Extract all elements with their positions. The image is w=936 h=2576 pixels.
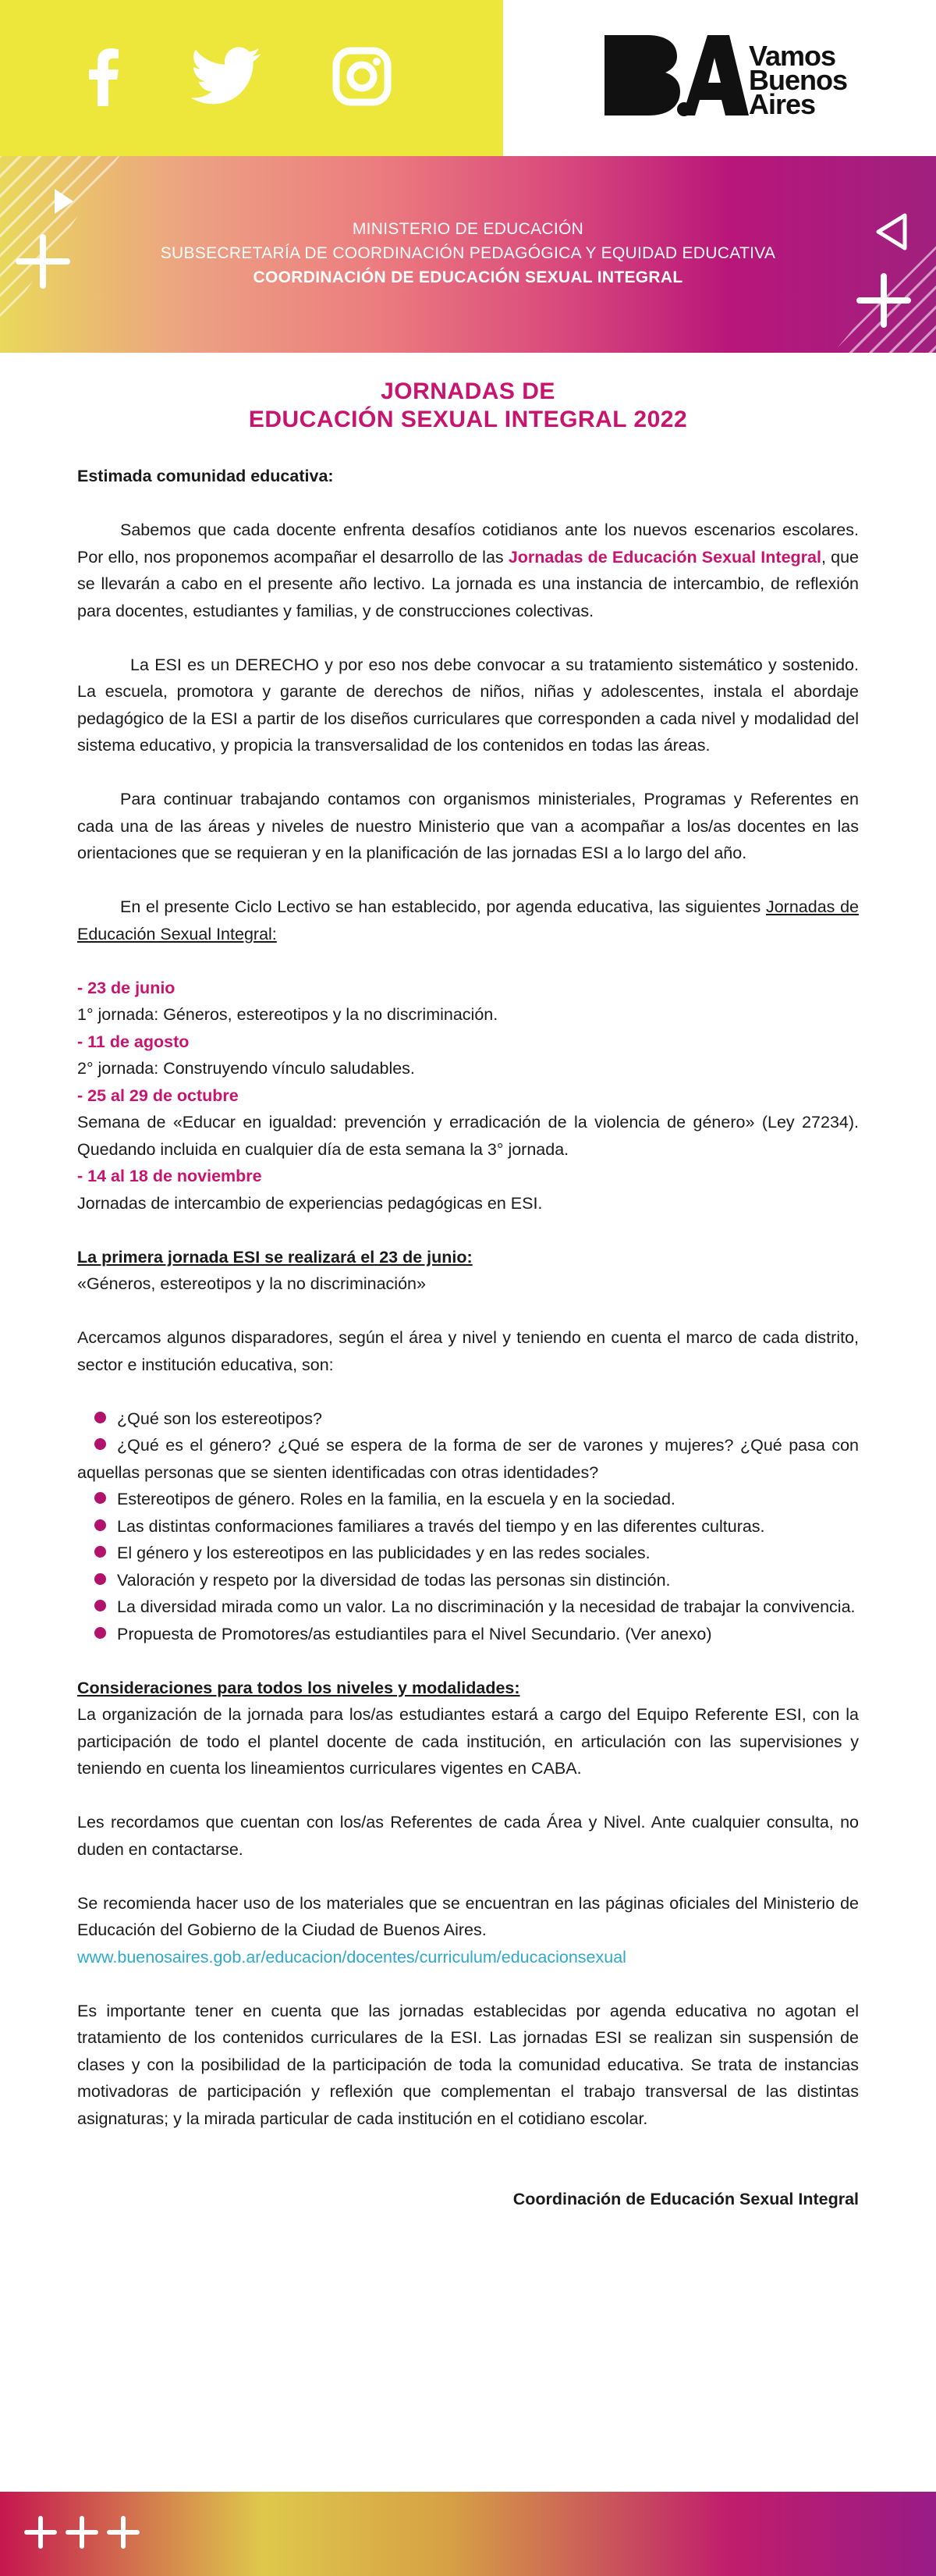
- list-item-text: La diversidad mirada como un valor. La no discriminación y la necesidad de trabajar la convivencia.: [117, 1597, 856, 1616]
- social-bar: [0, 0, 503, 156]
- considerations-text: La organización de la jornada para los/as estudiantes estará a cargo del Equipo Referente ESI, con la participación de todo el plantel docente de cada institución, en articulación con las supervisiones y teniendo en cuenta los lineamientos curriculares vigentes en CABA.: [77, 1705, 859, 1778]
- top-bar: [0, 0, 936, 156]
- title-line: EDUCACIÓN SEXUAL INTEGRAL 2022: [248, 407, 688, 432]
- paragraph-intro: [77, 517, 859, 624]
- schedule-date: - 11 de agosto: [77, 1032, 190, 1051]
- triggers-list: [77, 1405, 859, 1648]
- list-item: [77, 1432, 859, 1486]
- bullet-dot: [94, 1546, 106, 1558]
- materials-link[interactable]: www.buenosaires.gob.ar/educacion/docentes/curriculum/educacionsexual: [77, 1947, 626, 1967]
- underlined-text: Jornadas de Educación Sexual Integral:: [77, 897, 859, 943]
- list-item-text: El género y los estereotipos en las publicidades y en las redes sociales.: [117, 1544, 651, 1562]
- schedule-text: Jornadas de intercambio de experiencias pedagógicas en ESI.: [77, 1193, 543, 1213]
- first-day-subtitle: «Géneros, estereotipos y la no discriminación»: [77, 1274, 426, 1293]
- list-item-text: ¿Qué es el género? ¿Qué se espera de la forma de ser de varones y mujeres? ¿Qué pasa con aquellas personas que se sienten identificadas con otras identidades?: [77, 1436, 859, 1482]
- list-item-text: Estereotipos de género. Roles en la familia, en la escuela y en la sociedad.: [117, 1490, 675, 1508]
- text-run: , que se llevarán a cabo en el presente año lectivo. La jornada es una instancia de intercambio, de reflexión para docentes, estudiantes y familias, y de construcciones colectivas.: [77, 547, 859, 620]
- highlighted-text: Jornadas de Educación Sexual Integral: [508, 547, 821, 567]
- list-item: [77, 1621, 859, 1648]
- brand-line: Vamos: [749, 40, 836, 72]
- brand-wordmark: [749, 40, 848, 120]
- coordination-name: COORDINACIÓN DE EDUCACIÓN SEXUAL INTEGRAL: [253, 268, 683, 286]
- list-item: [77, 1486, 859, 1513]
- schedule-text: 2° jornada: Construyendo vínculo saludables.: [77, 1059, 415, 1078]
- list-item: [77, 1594, 859, 1621]
- list-item: [77, 1513, 859, 1540]
- brand-logo: [503, 0, 936, 156]
- bullet-dot: [94, 1573, 106, 1585]
- facebook-icon[interactable]: [86, 47, 120, 110]
- greeting: Estimada comunidad educativa:: [77, 467, 334, 485]
- ministry-banner: [0, 156, 936, 353]
- paragraph-materials: Se recomienda hacer uso de los materiales que se encuentran en las páginas oficiales del Ministerio de Educación del Gobierno de la Ciudad de Buenos Aires.: [77, 1893, 859, 1939]
- ministry-name: MINISTERIO DE EDUCACIÓN: [352, 220, 584, 238]
- document-title: [77, 378, 859, 434]
- text-run: En el presente Ciclo Lectivo se han establecido, por agenda educativa, las siguientes: [120, 897, 766, 916]
- list-item-text: Propuesta de Promotores/as estudiantiles para el Nivel Secundario. (Ver anexo): [117, 1624, 712, 1643]
- list-item: [77, 1405, 859, 1433]
- ba-logo-icon: [604, 31, 749, 121]
- bullet-dot: [94, 1519, 106, 1531]
- schedule-list: [77, 975, 859, 1217]
- list-item: [77, 1540, 859, 1567]
- paragraph-triggers: Acercamos algunos disparadores, según el área y nivel y teniendo en cuenta el marco de cada distrito, sector e institución educativa, son:: [77, 1328, 859, 1374]
- banner-text: [0, 217, 936, 290]
- document-body: [0, 378, 936, 2213]
- play-triangle-icon: [53, 187, 75, 215]
- instagram-icon[interactable]: [332, 47, 392, 110]
- paragraph-referents: Les recordamos que cuentan con los/as Referentes de cada Área y Nivel. Ante cualquier consulta, no duden en contactarse.: [77, 1813, 859, 1859]
- brand-line: Buenos: [749, 64, 848, 96]
- bullet-dot: [94, 1600, 106, 1611]
- bullet-dot: [94, 1412, 106, 1423]
- schedule-date: - 14 al 18 de noviembre: [77, 1167, 262, 1185]
- brand-line: Aires: [749, 88, 816, 120]
- bullet-dot: [94, 1627, 106, 1639]
- considerations-heading: Consideraciones para todos los niveles y modalidades:: [77, 1678, 520, 1697]
- bullet-dot: [94, 1438, 106, 1450]
- plus-row-icon: [23, 2515, 140, 2549]
- list-item-text: Valoración y respeto por la diversidad de todas las personas sin distinción.: [117, 1570, 671, 1590]
- twitter-icon[interactable]: [190, 47, 262, 110]
- title-line: JORNADAS DE: [381, 378, 555, 404]
- paragraph-schedule-intro: [77, 894, 859, 947]
- footer-band: [0, 2492, 936, 2576]
- signature: Coordinación de Educación Sexual Integral: [512, 2190, 859, 2208]
- paragraph-support: Para continuar trabajando contamos con organismos ministeriales, Programas y Referentes en cada una de las áreas y niveles de nuestro Ministerio que van a acompañar a los/as docentes en las orientaciones que se requieran y en la planificación de las jornadas ESI a lo largo del año.: [77, 790, 859, 862]
- list-item-text: ¿Qué son los estereotipos?: [117, 1409, 322, 1428]
- schedule-date: - 23 de junio: [77, 978, 176, 997]
- schedule-text: Semana de «Educar en igualdad: prevención y erradicación de la violencia de género» (Ley 27234). Quedando incluida en cualquier día de esta semana la 3° jornada.: [77, 1113, 859, 1159]
- list-item: [77, 1567, 859, 1594]
- first-day-heading: La primera jornada ESI se realizará el 23 de junio:: [77, 1247, 473, 1267]
- schedule-text: 1° jornada: Géneros, estereotipos y la no discriminación.: [77, 1005, 498, 1024]
- schedule-date: - 25 al 29 de octubre: [77, 1085, 239, 1105]
- bullet-dot: [94, 1492, 106, 1504]
- paragraph-rights: La ESI es un DERECHO y por eso nos debe convocar a su tratamiento sistemático y sostenido. La escuela, promotora y garante de derechos de niños, niñas y adolescentes, instala el abordaje pedagógico de la ESI a partir de los diseños curriculares que corresponden a cada nivel y modalidad del sistema educativo, y propicia la transversalidad de los contenidos en todas las áreas.: [77, 655, 859, 755]
- list-item-text: Las distintas conformaciones familiares a través del tiempo y en las diferentes culturas.: [117, 1516, 765, 1536]
- paragraph-closing: Es importante tener en cuenta que las jornadas establecidas por agenda educativa no agotan el tratamiento de los contenidos curriculares de la ESI. Las jornadas ESI se realizan sin suspensión de clases y con la posibilidad de la participación de toda la comunidad educativa. Se trata de instancias motivadoras de participación y reflexión que complementan el trabajo transversal de las distintas asignaturas; y la mirada particular de cada institución en el cotidiano escolar.: [77, 2001, 859, 2128]
- subsecretary-name: SUBSECRETARÍA DE COORDINACIÓN PEDAGÓGICA Y EQUIDAD EDUCATIVA: [160, 244, 776, 262]
- text-run: Sabemos que cada docente enfrenta desafíos cotidianos ante los nuevos escenarios escolares. Por ello, nos proponemos acompañar el desarrollo de las: [77, 521, 859, 567]
